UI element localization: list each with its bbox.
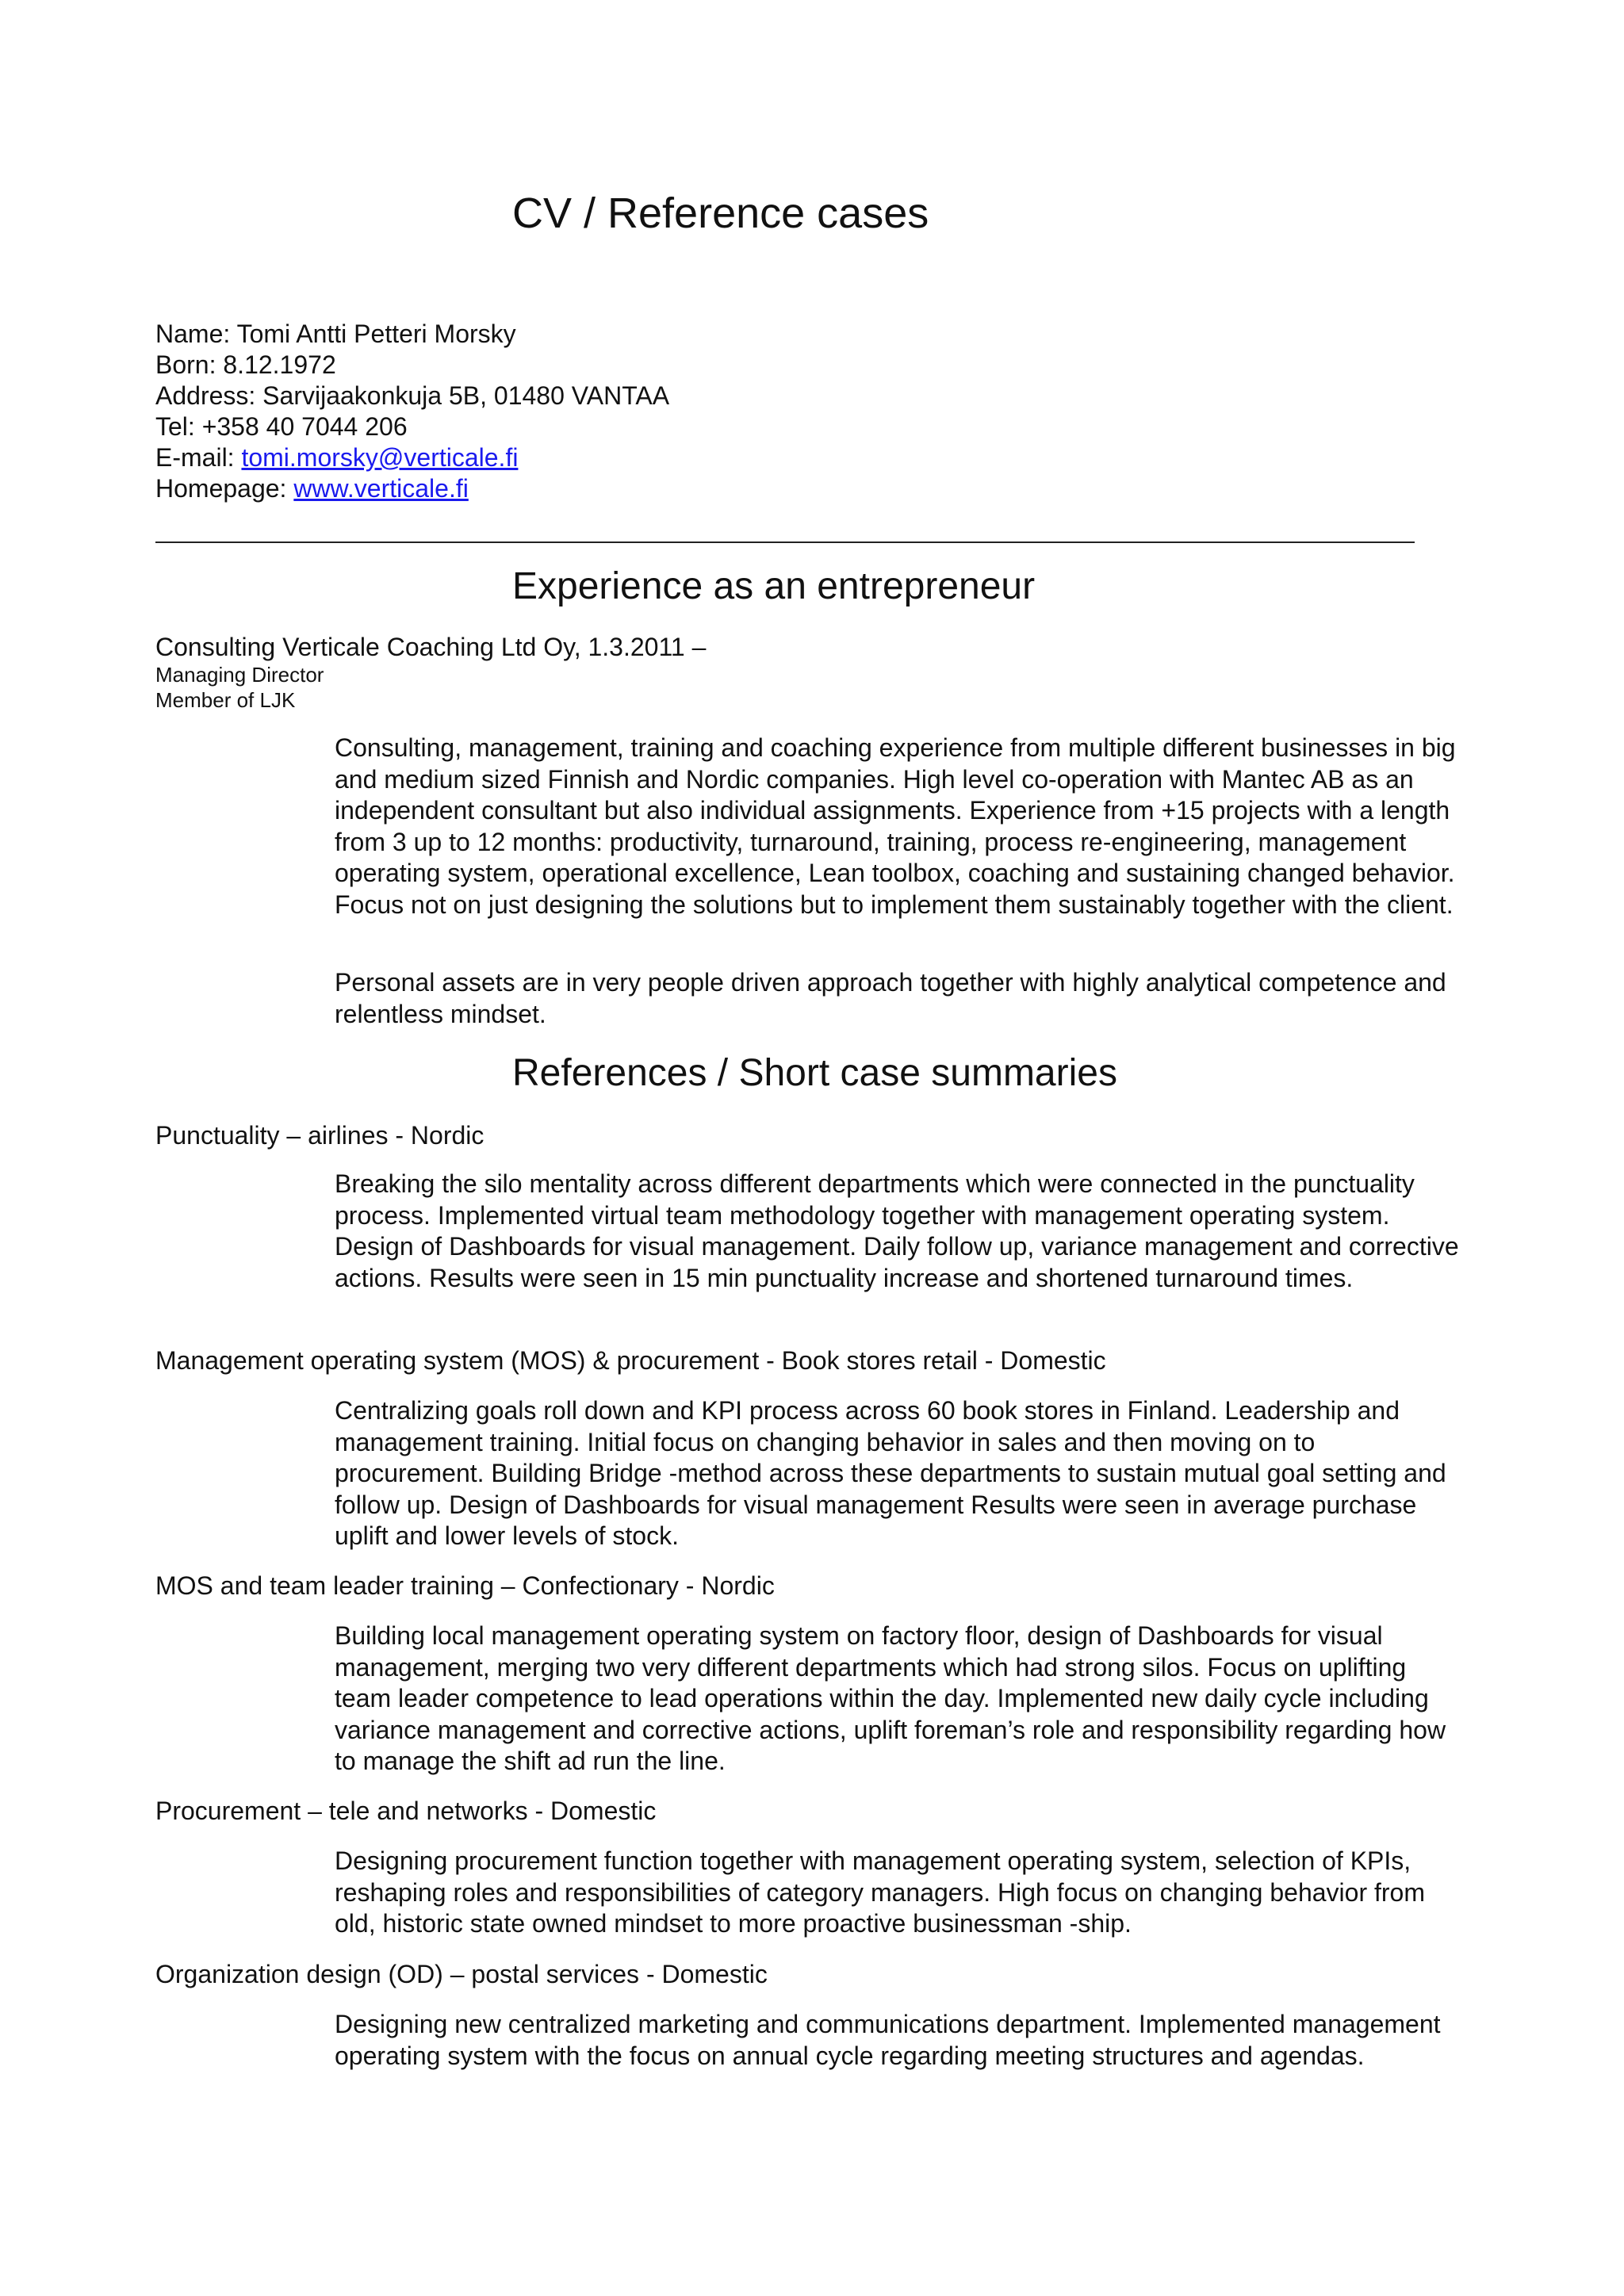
email-line (155, 442, 518, 473)
divider (155, 541, 1415, 543)
tel-line: Tel: +358 40 7044 206 (155, 412, 408, 441)
case-text: Designing new centralized marketing and communications department. Implemented management operating system with the focus on annual cycle regarding meeting structures and agendas. (335, 2010, 1441, 2070)
case-text: Designing procurement function together with management operating system, selection of KPIs, reshaping roles and responsibilities of category managers. High focus on changing behavior from old, historic state owned mindset to more proactive businessman -ship. (335, 1846, 1425, 1938)
homepage-label: Homepage: (155, 474, 294, 503)
experience-paragraph: Consulting, management, training and coaching experience from multiple different businesses in big and medium sized Finnish and Nordic companies. High level co-operation with Mantec AB as an independent consultant but also individual assignments. Experience from +15 projects with a length from 3 up to 12 months: productivity, turnaround, training, process re-engineering, management operating system, operational excellence, Lean toolbox, coaching and sustaining changed behavior. Focus not on just designing the solutions but to implement them sustainably together with the client. (335, 733, 1456, 919)
address-line: Address: Sarvijaakonkuja 5B, 01480 VANTAA (155, 381, 670, 410)
case-text: Breaking the silo mentality across different departments which were connected in the punctuality process. Implemented virtual team methodology together with management operating system. Design of Dashboards for visual management. Daily follow up, variance management and corrective actions. Results were seen in 15 min punctuality increase and shortened turnaround times. (335, 1169, 1459, 1292)
role-line: Managing Director (155, 663, 324, 687)
homepage-link[interactable]: www.verticale.fi (293, 474, 469, 503)
case-text: Centralizing goals roll down and KPI process across 60 book stores in Finland. Leadership and management training. Initial focus on changing behavior in sales and then moving on to procurement. Building Bridge -method across these departments to sustain mutual goal setting and follow up. Design of Dashboards for visual management Results were seen in average purchase uplift and lower levels of stock. (335, 1396, 1446, 1550)
experience-paragraph: Personal assets are in very people driven approach together with highly analytical competence and relentless mindset. (335, 968, 1446, 1028)
case-title: Organization design (OD) – postal services - Domestic (155, 1960, 768, 1988)
membership-line: Member of LJK (155, 688, 296, 712)
case-title: MOS and team leader training – Confectionary - Nordic (155, 1571, 775, 1600)
references-heading: References / Short case summaries (512, 1052, 1117, 1094)
page-title: CV / Reference cases (512, 189, 929, 237)
case-title: Management operating system (MOS) & procurement - Book stores retail - Domestic (155, 1346, 1106, 1375)
born-line: Born: 8.12.1972 (155, 350, 336, 379)
email-label: E-mail: (155, 443, 242, 472)
email-link[interactable]: tomi.morsky@verticale.fi (241, 443, 519, 472)
company-line: Consulting Verticale Coaching Ltd Oy, 1.3.2011 – (155, 633, 707, 661)
case-text: Building local management operating system on factory floor, design of Dashboards for visual management, merging two very different departments which had strong silos. Focus on uplifting team leader competence to lead operations within the day. Implemented new daily cycle including variance management and corrective actions, uplift foreman’s role and responsibility regarding how to manage the shift ad run the line. (335, 1621, 1446, 1775)
homepage-line (155, 473, 469, 504)
name-line: Name: Tomi Antti Petteri Morsky (155, 320, 516, 348)
case-title: Punctuality – airlines - Nordic (155, 1121, 485, 1150)
case-title: Procurement – tele and networks - Domestic (155, 1797, 657, 1825)
experience-heading: Experience as an entrepreneur (512, 565, 1036, 607)
